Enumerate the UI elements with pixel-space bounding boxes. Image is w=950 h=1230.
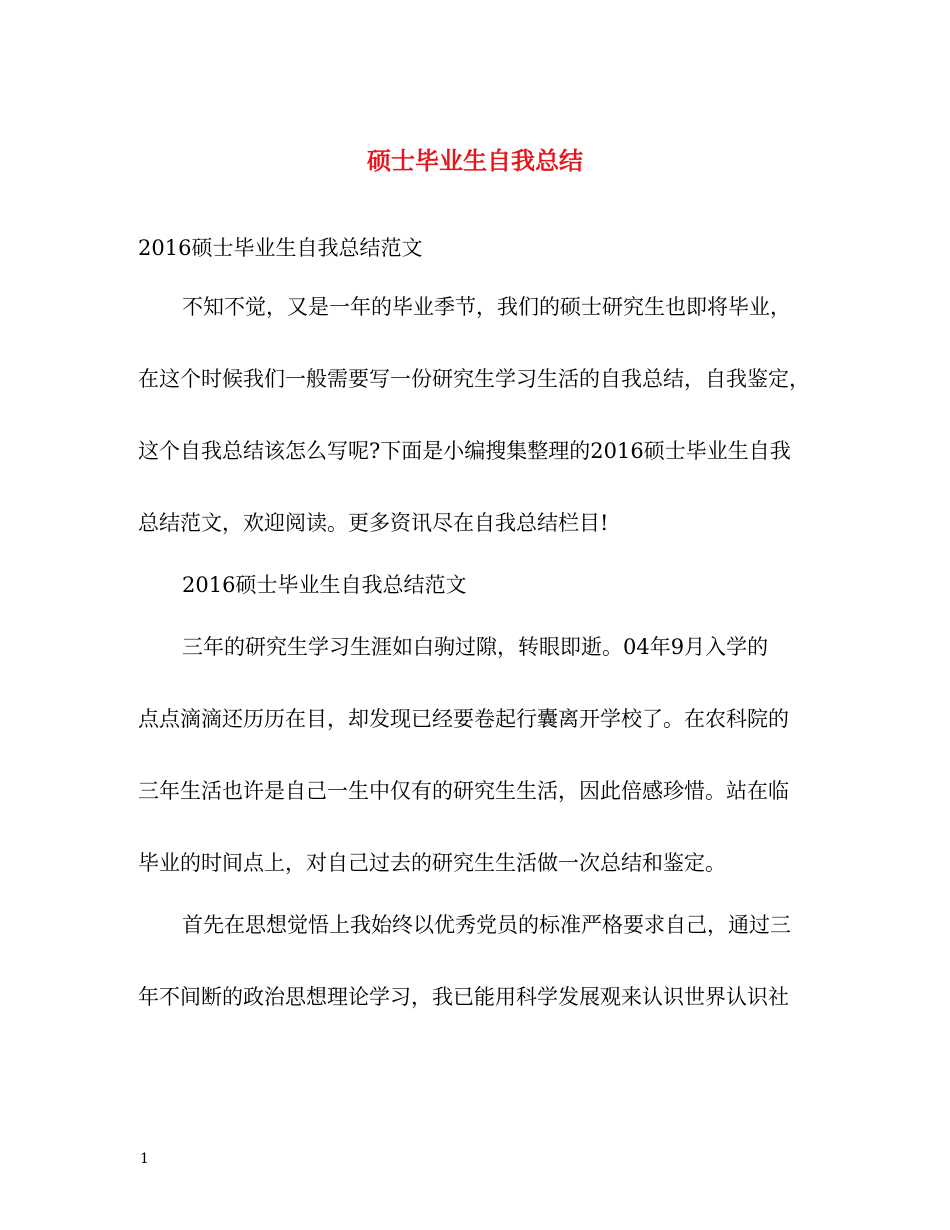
document-title: 硕士毕业生自我总结 bbox=[367, 146, 583, 175]
paragraph-line: 不知不觉，又是一年的毕业季节，我们的硕士研究生也即将毕业， bbox=[182, 295, 791, 319]
paragraph-line: 在这个时候我们一般需要写一份研究生学习生活的自我总结，自我鉴定， bbox=[138, 367, 810, 391]
paragraph-line: 这个自我总结该怎么写呢?下面是小编搜集整理的2016硕士毕业生自我 bbox=[138, 439, 791, 463]
paragraph-line: 点点滴滴还历历在目，却发现已经要卷起行囊离开学校了。在农科院的 bbox=[138, 707, 789, 731]
paragraph-line: 总结范文，欢迎阅读。更多资讯尽在自我总结栏目! bbox=[138, 511, 609, 535]
paragraph-line: 三年生活也许是自己一生中仅有的研究生生活，因此倍感珍惜。站在临 bbox=[138, 779, 789, 803]
document-subtitle: 2016硕士毕业生自我总结范文 bbox=[138, 236, 423, 260]
paragraph-line: 三年的研究生学习生涯如白驹过隙，转眼即逝。04年9月入学的 bbox=[182, 635, 769, 659]
paragraph-line: 毕业的时间点上，对自己过去的研究生生活做一次总结和鉴定。 bbox=[138, 851, 726, 875]
page-number: 1 bbox=[140, 1151, 149, 1167]
paragraph-line: 年不间断的政治思想理论学习，我已能用科学发展观来认识世界认识社 bbox=[138, 985, 789, 1009]
paragraph-line: 首先在思想觉悟上我始终以优秀党员的标准严格要求自己，通过三 bbox=[182, 913, 791, 937]
section-heading: 2016硕士毕业生自我总结范文 bbox=[182, 573, 467, 597]
